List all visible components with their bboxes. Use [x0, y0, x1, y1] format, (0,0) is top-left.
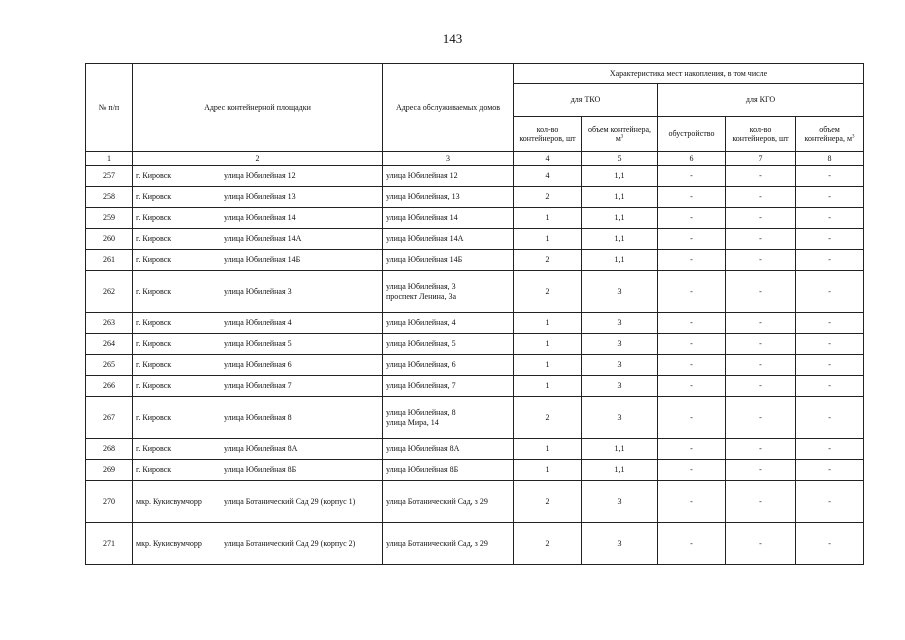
site-address	[133, 187, 383, 208]
served-houses	[383, 481, 514, 523]
served-houses	[383, 376, 514, 397]
row-number: 258	[86, 187, 133, 208]
row-number: 269	[86, 460, 133, 481]
col-header-tko-count: кол-во контейнеров, шт	[514, 117, 582, 152]
kgo-container-volume: -	[796, 334, 864, 355]
table-row	[86, 187, 864, 208]
site-street: улица Юбилейная 5	[224, 339, 292, 349]
col-header-kgo-count: кол-во контейнеров, шт	[726, 117, 796, 152]
site-address	[133, 460, 383, 481]
site-address	[133, 523, 383, 565]
served-houses	[383, 166, 514, 187]
kgo-container-count: -	[726, 313, 796, 334]
row-number: 265	[86, 355, 133, 376]
site-address	[133, 439, 383, 460]
site-street: улица Ботанический Сад 29 (корпус 1)	[224, 496, 356, 506]
site-city: мкр. Кукисвумчорр	[136, 538, 202, 548]
tko-container-volume: 1,1	[582, 250, 658, 271]
site-city: г. Кировск	[136, 381, 172, 391]
kgo-equipment: -	[658, 523, 726, 565]
tko-container-volume: 3	[582, 355, 658, 376]
kgo-container-volume: -	[796, 523, 864, 565]
served-house: проспект Ленина, 3а	[386, 291, 457, 301]
tko-container-count: 2	[514, 397, 582, 439]
tko-container-volume: 3	[582, 397, 658, 439]
tko-container-count: 1	[514, 460, 582, 481]
kgo-equipment: -	[658, 187, 726, 208]
col-header-address: Адрес контейнерной площадки	[133, 64, 383, 152]
tko-container-volume: 1,1	[582, 187, 658, 208]
site-street: улица Юбилейная 8А	[224, 444, 298, 454]
site-address	[133, 397, 383, 439]
site-street: улица Юбилейная 4	[224, 318, 292, 328]
site-address	[133, 376, 383, 397]
kgo-container-volume: -	[796, 187, 864, 208]
served-house: улица Юбилейная, 13	[386, 192, 460, 202]
tko-container-count: 1	[514, 439, 582, 460]
column-numbers-row	[86, 152, 864, 166]
served-houses	[383, 439, 514, 460]
kgo-container-count: -	[726, 334, 796, 355]
kgo-container-volume: -	[796, 166, 864, 187]
col-header-characteristics: Характеристика мест накопления, в том числе	[514, 64, 864, 84]
row-number: 257	[86, 166, 133, 187]
table-row	[86, 481, 864, 523]
served-house: улица Юбилейная, 4	[386, 318, 456, 328]
kgo-container-volume: -	[796, 376, 864, 397]
tko-container-volume: 3	[582, 376, 658, 397]
table-row	[86, 460, 864, 481]
site-address	[133, 481, 383, 523]
site-city: г. Кировск	[136, 318, 172, 328]
row-number: 271	[86, 523, 133, 565]
kgo-equipment: -	[658, 376, 726, 397]
row-number: 270	[86, 481, 133, 523]
tko-container-volume: 1,1	[582, 229, 658, 250]
table-row	[86, 397, 864, 439]
tko-container-volume: 3	[582, 313, 658, 334]
site-city: мкр. Кукисвумчорр	[136, 496, 202, 506]
kgo-container-count: -	[726, 355, 796, 376]
site-city: г. Кировск	[136, 234, 172, 244]
site-street: улица Юбилейная 7	[224, 381, 292, 391]
col-header-kgo-volume: объем контейнера, $м^3$	[796, 117, 864, 152]
column-number: 4	[514, 152, 582, 166]
tko-container-count: 1	[514, 376, 582, 397]
kgo-container-volume: -	[796, 439, 864, 460]
table-row	[86, 229, 864, 250]
served-houses	[383, 250, 514, 271]
container-sites-table	[85, 63, 864, 565]
tko-container-volume: 3	[582, 334, 658, 355]
served-houses	[383, 187, 514, 208]
served-houses	[383, 313, 514, 334]
site-street: улица Юбилейная 14Б	[224, 255, 301, 265]
kgo-equipment: -	[658, 208, 726, 229]
site-address	[133, 229, 383, 250]
site-address	[133, 208, 383, 229]
served-house: улица Юбилейная 14	[386, 213, 458, 223]
tko-container-volume: 1,1	[582, 439, 658, 460]
site-street: улица Юбилейная 3	[224, 286, 292, 296]
served-houses	[383, 460, 514, 481]
kgo-container-volume: -	[796, 481, 864, 523]
kgo-container-volume: -	[796, 250, 864, 271]
site-city: г. Кировск	[136, 171, 172, 181]
site-address	[133, 271, 383, 313]
site-city: г. Кировск	[136, 192, 172, 202]
kgo-container-count: -	[726, 208, 796, 229]
row-number: 266	[86, 376, 133, 397]
kgo-container-count: -	[726, 250, 796, 271]
kgo-container-count: -	[726, 481, 796, 523]
column-number: 8	[796, 152, 864, 166]
row-number: 263	[86, 313, 133, 334]
kgo-container-volume: -	[796, 397, 864, 439]
tko-container-volume: 3	[582, 481, 658, 523]
tko-container-count: 2	[514, 250, 582, 271]
table-row	[86, 439, 864, 460]
site-address	[133, 166, 383, 187]
served-house: улица Юбилейная 8Б	[386, 465, 459, 475]
site-city: г. Кировск	[136, 339, 172, 349]
tko-container-count: 1	[514, 355, 582, 376]
col-header-tko: для ТКО	[514, 84, 658, 117]
served-houses	[383, 523, 514, 565]
tko-container-volume: 3	[582, 271, 658, 313]
site-city: г. Кировск	[136, 360, 172, 370]
site-street: улица Юбилейная 14	[224, 213, 296, 223]
row-number: 260	[86, 229, 133, 250]
kgo-container-volume: -	[796, 271, 864, 313]
served-house: улица Юбилейная 8А	[386, 444, 460, 454]
site-address	[133, 250, 383, 271]
site-street: улица Юбилейная 8Б	[224, 465, 297, 475]
tko-container-count: 1	[514, 313, 582, 334]
kgo-container-count: -	[726, 460, 796, 481]
tko-container-volume: 1,1	[582, 208, 658, 229]
site-city: г. Кировск	[136, 465, 172, 475]
table-row	[86, 271, 864, 313]
site-city: г. Кировск	[136, 255, 172, 265]
site-address	[133, 355, 383, 376]
site-street: улица Юбилейная 12	[224, 171, 296, 181]
col-header-houses: Адреса обслуживаемых домов	[383, 64, 514, 152]
row-number: 264	[86, 334, 133, 355]
table-row	[86, 313, 864, 334]
tko-container-count: 2	[514, 523, 582, 565]
kgo-equipment: -	[658, 313, 726, 334]
column-number: 3	[383, 152, 514, 166]
kgo-equipment: -	[658, 229, 726, 250]
kgo-equipment: -	[658, 166, 726, 187]
kgo-container-count: -	[726, 166, 796, 187]
site-street: улица Юбилейная 13	[224, 192, 296, 202]
table-row	[86, 523, 864, 565]
table-row	[86, 355, 864, 376]
site-city: г. Кировск	[136, 213, 172, 223]
served-houses	[383, 229, 514, 250]
served-houses	[383, 397, 514, 439]
row-number: 261	[86, 250, 133, 271]
table-row	[86, 250, 864, 271]
kgo-equipment: -	[658, 334, 726, 355]
tko-container-volume: 1,1	[582, 166, 658, 187]
col-header-num: № п/п	[86, 64, 133, 152]
kgo-equipment: -	[658, 481, 726, 523]
kgo-container-volume: -	[796, 460, 864, 481]
kgo-container-count: -	[726, 439, 796, 460]
site-street: улица Юбилейная 14А	[224, 234, 302, 244]
column-number: 5	[582, 152, 658, 166]
kgo-container-count: -	[726, 376, 796, 397]
served-house: улица Юбилейная 12	[386, 171, 458, 181]
served-houses	[383, 334, 514, 355]
kgo-equipment: -	[658, 271, 726, 313]
row-number: 262	[86, 271, 133, 313]
tko-container-count: 2	[514, 187, 582, 208]
tko-container-count: 1	[514, 208, 582, 229]
kgo-container-count: -	[726, 187, 796, 208]
kgo-container-count: -	[726, 229, 796, 250]
row-number: 268	[86, 439, 133, 460]
site-street: улица Ботанический Сад 29 (корпус 2)	[224, 538, 356, 548]
served-house: улица Юбилейная 14Б	[386, 255, 463, 265]
site-city: г. Кировск	[136, 286, 172, 296]
column-number: 1	[86, 152, 133, 166]
col-header-kgo: для КГО	[658, 84, 864, 117]
table-row	[86, 376, 864, 397]
row-number: 267	[86, 397, 133, 439]
site-street: улица Юбилейная 6	[224, 360, 292, 370]
site-address	[133, 313, 383, 334]
served-house: улица Юбилейная, 8	[386, 408, 456, 418]
kgo-container-volume: -	[796, 229, 864, 250]
column-number: 2	[133, 152, 383, 166]
kgo-container-volume: -	[796, 208, 864, 229]
tko-container-count: 4	[514, 166, 582, 187]
tko-container-volume: 3	[582, 523, 658, 565]
site-street: улица Юбилейная 8	[224, 412, 292, 422]
column-number: 7	[726, 152, 796, 166]
site-city: г. Кировск	[136, 444, 172, 454]
tko-container-count: 1	[514, 229, 582, 250]
tko-container-count: 2	[514, 271, 582, 313]
served-house: улица Ботанический Сад, з 29	[386, 538, 488, 548]
kgo-container-count: -	[726, 523, 796, 565]
kgo-container-volume: -	[796, 313, 864, 334]
column-number: 6	[658, 152, 726, 166]
col-header-kgo-equip: обустройство	[658, 117, 726, 152]
served-house: улица Юбилейная, 6	[386, 360, 456, 370]
kgo-container-count: -	[726, 271, 796, 313]
site-address	[133, 334, 383, 355]
site-city: г. Кировск	[136, 412, 172, 422]
table-row	[86, 208, 864, 229]
table-row	[86, 334, 864, 355]
tko-container-count: 2	[514, 481, 582, 523]
kgo-equipment: -	[658, 460, 726, 481]
tko-container-volume: 1,1	[582, 460, 658, 481]
kgo-equipment: -	[658, 250, 726, 271]
page-number: 143	[442, 31, 463, 46]
kgo-container-count: -	[726, 397, 796, 439]
col-header-tko-volume: объем контейнера, $м^3$	[582, 117, 658, 152]
kgo-equipment: -	[658, 439, 726, 460]
served-house: улица Юбилейная, 7	[386, 381, 456, 391]
served-house: улица Юбилейная, 3	[386, 282, 456, 292]
served-house: улица Мира, 14	[386, 417, 439, 427]
row-number: 259	[86, 208, 133, 229]
served-houses	[383, 271, 514, 313]
kgo-equipment: -	[658, 355, 726, 376]
served-houses	[383, 355, 514, 376]
served-house: улица Юбилейная, 5	[386, 339, 456, 349]
kgo-container-volume: -	[796, 355, 864, 376]
served-houses	[383, 208, 514, 229]
served-house: улица Ботанический Сад, з 29	[386, 496, 488, 506]
tko-container-count: 1	[514, 334, 582, 355]
table-row	[86, 166, 864, 187]
kgo-equipment: -	[658, 397, 726, 439]
served-house: улица Юбилейная 14А	[386, 234, 464, 244]
